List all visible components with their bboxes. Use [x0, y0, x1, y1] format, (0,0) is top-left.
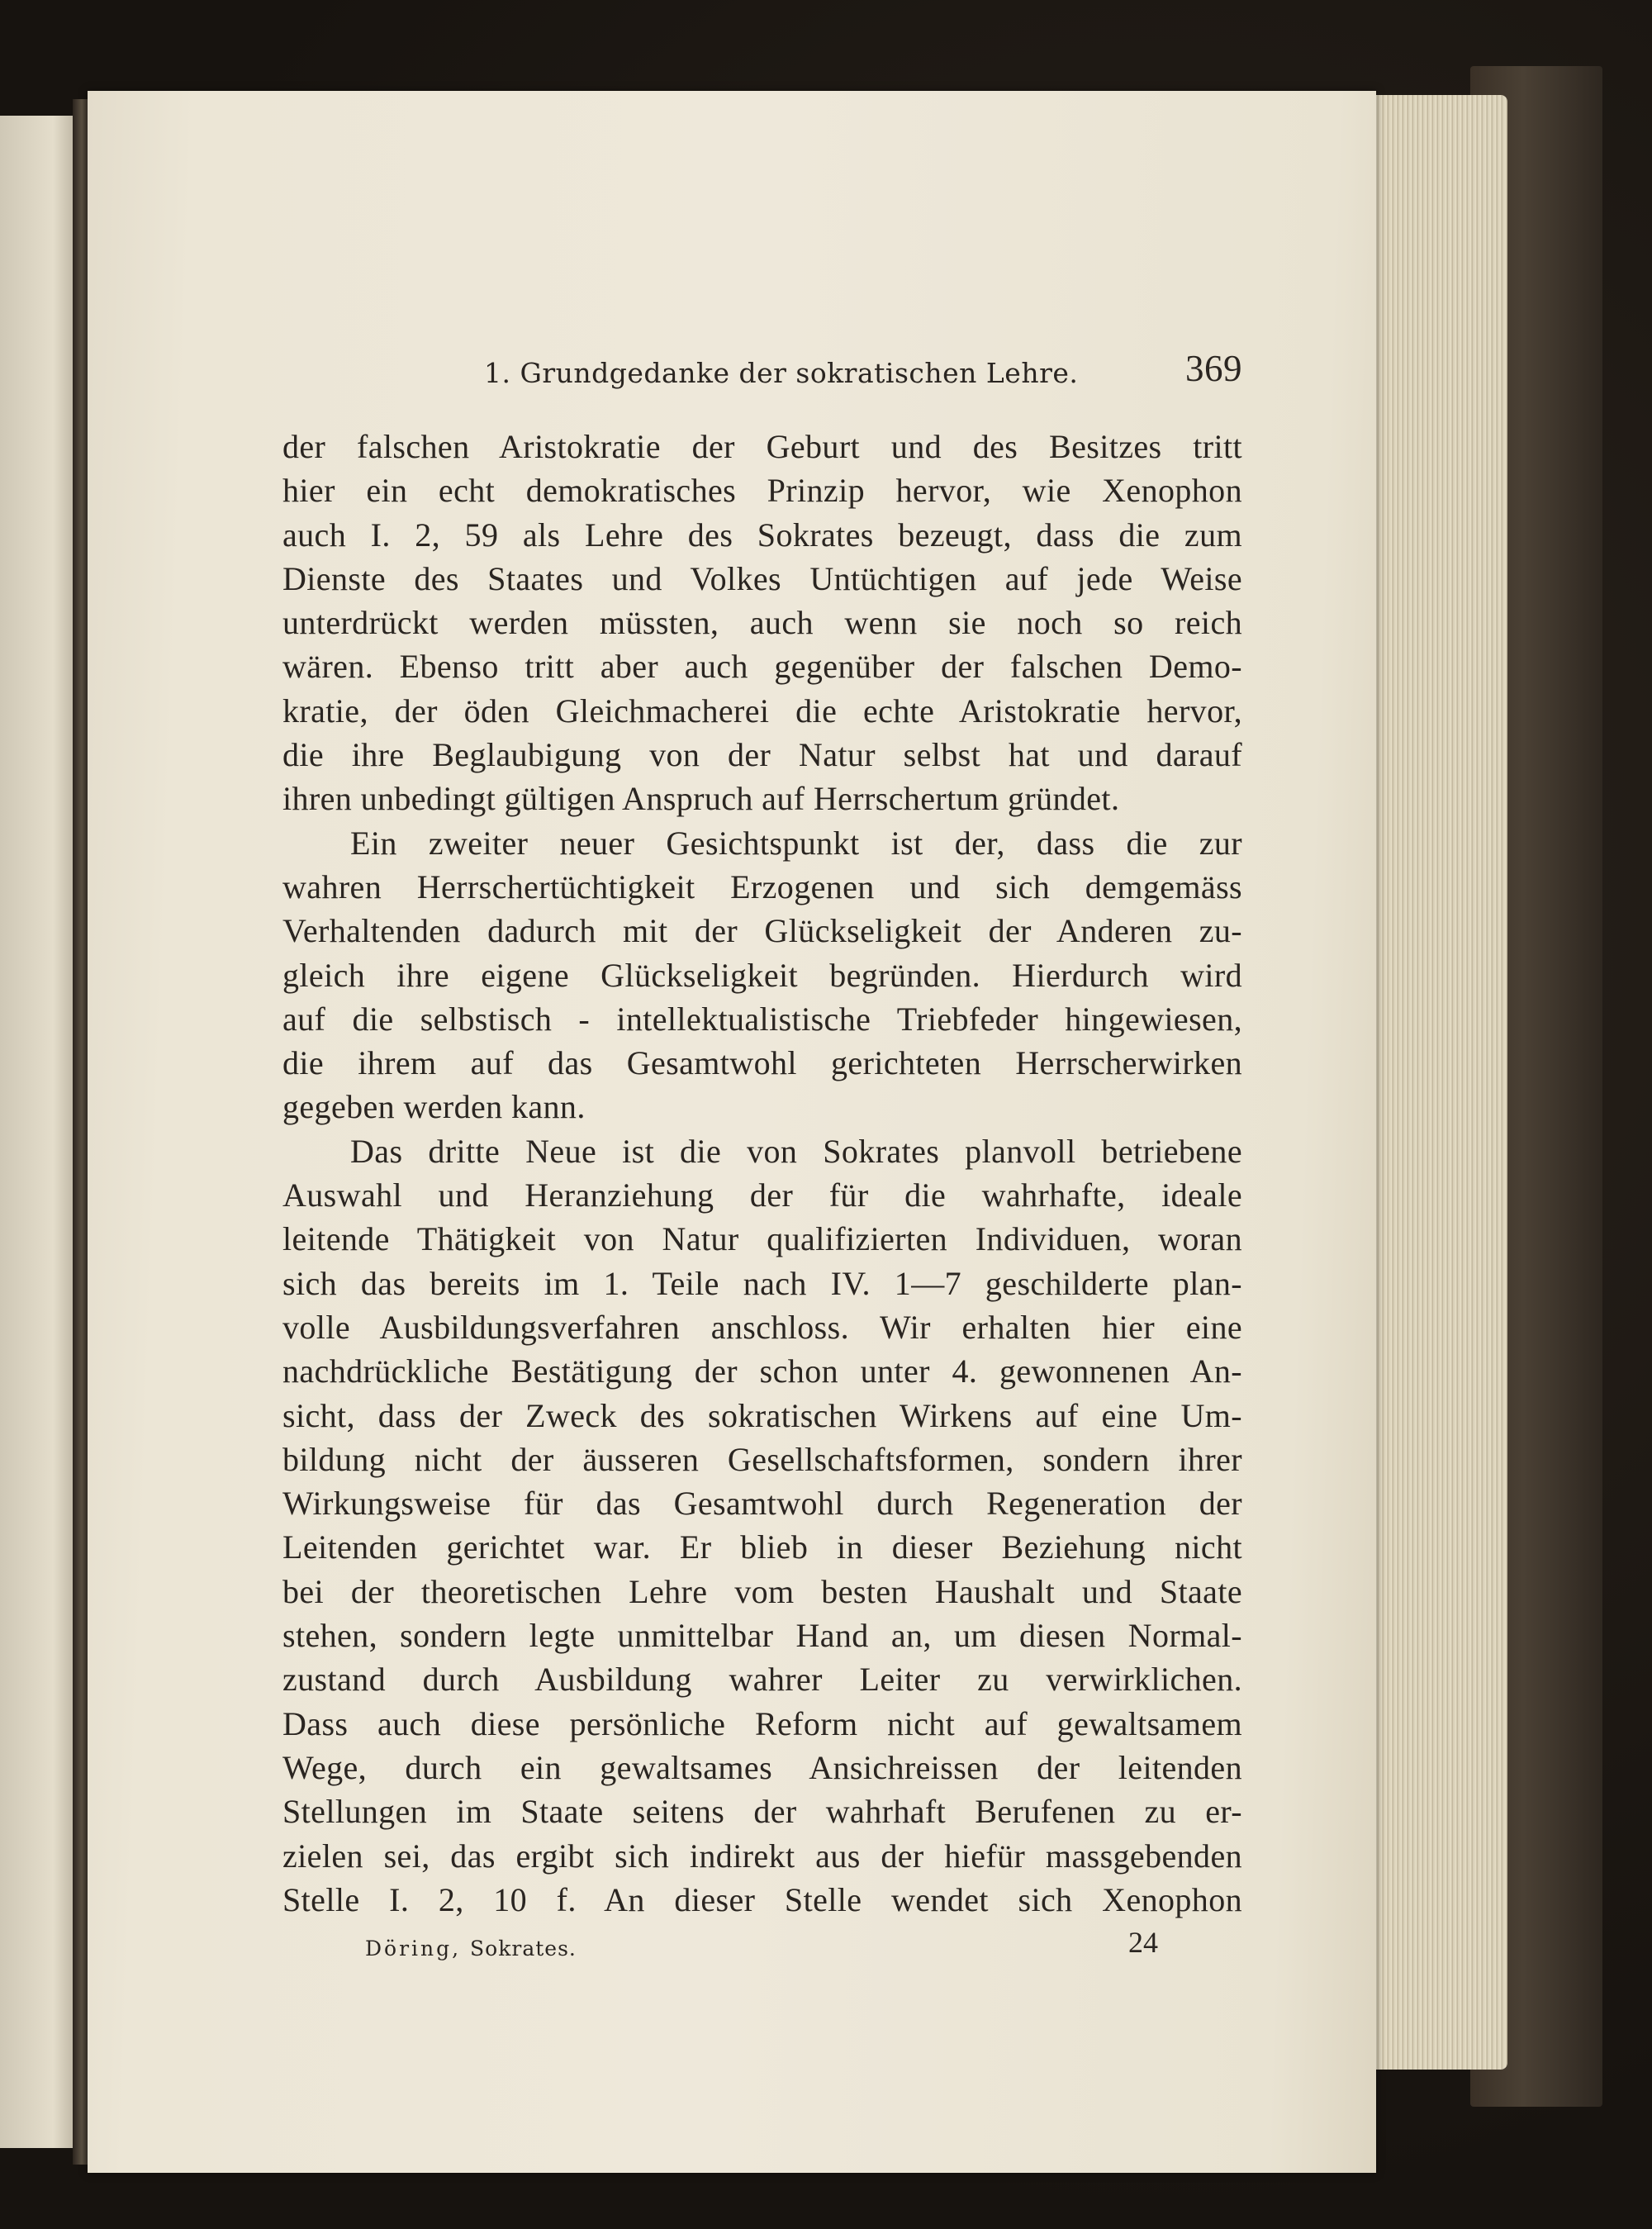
text-line: Wirkungsweise für das Gesamtwohl durch Regeneration der [282, 1485, 1242, 1523]
signature-title: Sokrates. [470, 1937, 577, 1961]
text-line: wären. Ebenso tritt aber auch gegenüber der falschen Demo- [282, 648, 1242, 686]
text-line: bei der theoretischen Lehre vom besten Haushalt und Staate [282, 1572, 1242, 1610]
text-line: leitende Thätigkeit von Natur qualifizierten Individuen, woran [282, 1220, 1242, 1258]
text-line: stehen, sondern legte unmittelbar Hand an, um diesen Normal- [282, 1617, 1242, 1655]
signature-line [365, 1937, 577, 1960]
book-page [88, 91, 1376, 2173]
running-head-title: 1. Grundgedanke der sokratischen Lehre. [484, 357, 1079, 389]
sheet-number: 24 [1128, 1926, 1158, 1960]
page-block-edges [1355, 95, 1507, 2070]
text-line: gegeben werden kann. [282, 1088, 586, 1126]
text-line: der falschen Aristokratie der Geburt und des Besitzes tritt [282, 428, 1242, 465]
text-line: wahren Herrschertüchtigkeit Erzogenen und sich demgemäss [282, 867, 1242, 905]
page-text-block [282, 339, 1242, 1970]
text-line: bildung nicht der äusseren Gesellschaftsformen, sondern ihrer [282, 1440, 1242, 1478]
previous-page-sliver [0, 116, 76, 2148]
page-number: 369 [1185, 348, 1242, 389]
signature-author: Döring, [365, 1937, 462, 1961]
text-line: Ein zweiter neuer Gesichtspunkt ist der, dass die zur [350, 824, 1242, 862]
page-footer [282, 1928, 1242, 1970]
text-line: auf die selbstisch - intellektualistische Triebfeder hingewiesen, [282, 1000, 1242, 1038]
text-line: Stellungen im Staate seitens der wahrhaft Berufenen zu er- [282, 1793, 1242, 1831]
text-line: die ihrem auf das Gesamtwohl gerichteten Herrscherwirken [282, 1044, 1242, 1082]
text-line: Wege, durch ein gewaltsames Ansichreissen der leitenden [282, 1748, 1242, 1786]
text-line: sicht, dass der Zweck des sokratischen Wirkens auf eine Um- [282, 1396, 1242, 1434]
text-line: Stelle I. 2, 10 f. An dieser Stelle wendet sich Xenophon [282, 1880, 1242, 1918]
text-line: volle Ausbildungsverfahren anschloss. Wir erhalten hier eine [282, 1308, 1242, 1346]
text-line: unterdrückt werden müssten, auch wenn sie noch so reich [282, 604, 1242, 642]
text-line: zustand durch Ausbildung wahrer Leiter zu verwirklichen. [282, 1661, 1242, 1699]
text-line: gleich ihre eigene Glückseligkeit begründen. Hierdurch wird [282, 956, 1242, 994]
running-head [282, 339, 1242, 388]
text-line: zielen sei, das ergibt sich indirekt aus der hiefür massgebenden [282, 1837, 1242, 1875]
text-line: Auswahl und Heranziehung der für die wahrhafte, ideale [282, 1176, 1242, 1214]
text-line: sich das bereits im 1. Teile nach IV. 1—7 geschilderte plan- [282, 1264, 1242, 1302]
text-line: Leitenden gerichtet war. Er blieb in dieser Beziehung nicht [282, 1528, 1242, 1566]
text-line: Verhaltenden dadurch mit der Glückseligkeit der Anderen zu- [282, 912, 1242, 950]
text-line: Dienste des Staates und Volkes Untüchtigen auf jede Weise [282, 559, 1242, 597]
text-line: auch I. 2, 59 als Lehre des Sokrates bezeugt, dass die zum [282, 516, 1242, 554]
text-line: Das dritte Neue ist die von Sokrates planvoll betriebene [350, 1132, 1242, 1170]
text-line: hier ein echt demokratisches Prinzip hervor, wie Xenophon [282, 472, 1242, 510]
text-line: nachdrückliche Bestätigung der schon unter 4. gewonnenen An- [282, 1352, 1242, 1390]
text-line: die ihre Beglaubigung von der Natur selbst hat und darauf [282, 736, 1242, 774]
body-text [282, 425, 1242, 1922]
text-line: Dass auch diese persönliche Reform nicht auf gewaltsamem [282, 1704, 1242, 1742]
text-line: ihren unbedingt gültigen Anspruch auf Herrschertum gründet. [282, 780, 1120, 818]
text-line: kratie, der öden Gleichmacherei die echte Aristokratie hervor, [282, 692, 1242, 730]
